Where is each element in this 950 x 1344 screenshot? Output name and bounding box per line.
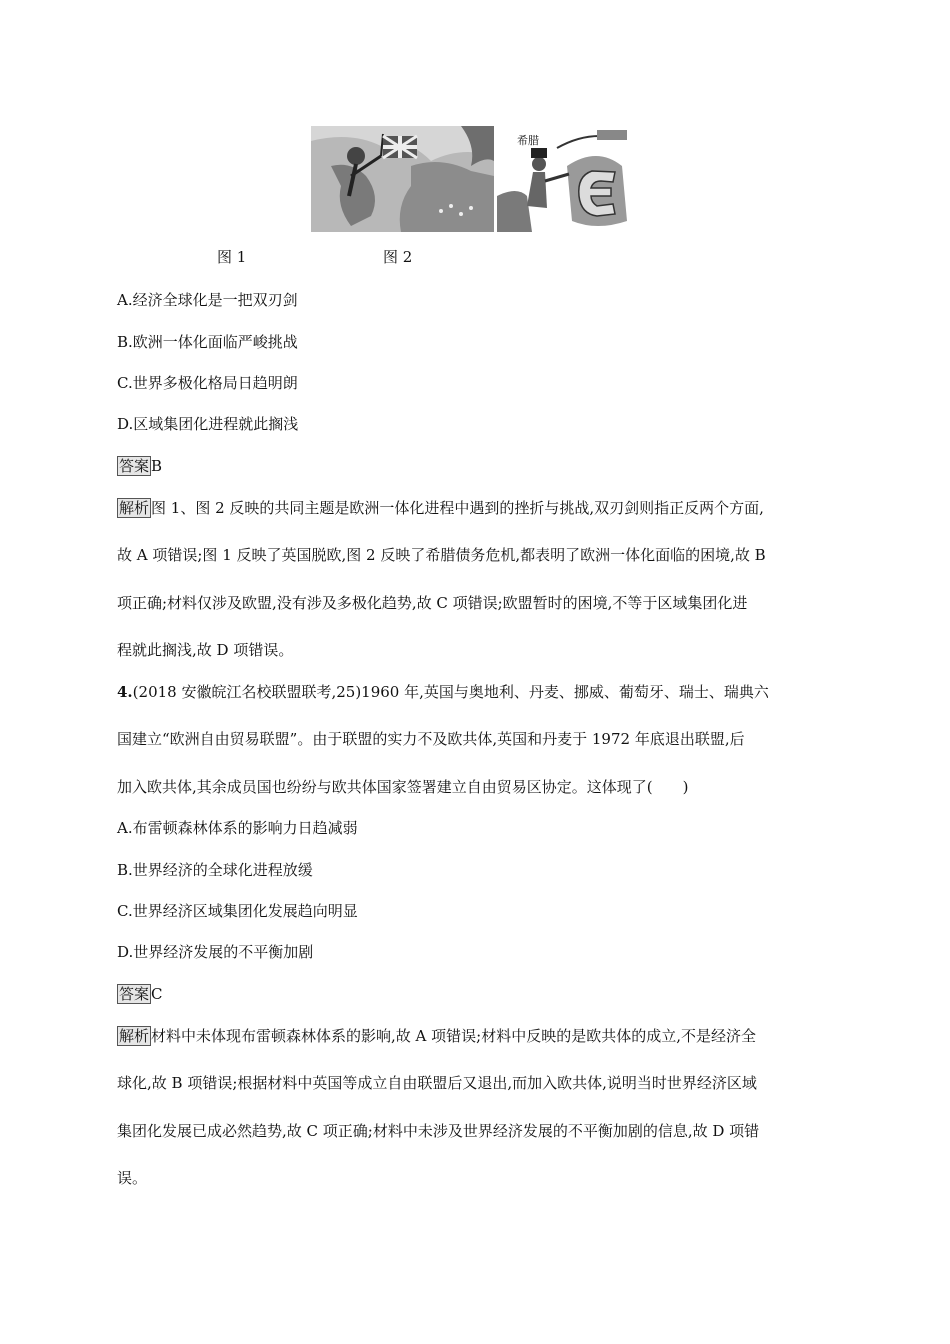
cartoon-figures — [311, 126, 641, 232]
q4-option-c: C.世界经济区域集团化发展趋向明显 — [117, 902, 358, 920]
figure-1-brexit-cartoon — [311, 126, 494, 232]
analysis-tag: 解析 — [119, 499, 150, 517]
q3-option-d: D.区域集团化进程就此搁浅 — [117, 415, 299, 433]
q4-option-a: A.布雷顿森林体系的影响力日趋减弱 — [117, 819, 358, 837]
q4-stem-line-3: 加入欧共体,其余成员国也纷纷与欧共体国家签署建立自由贸易区协定。这体现了( ) — [117, 778, 689, 796]
q3-analysis-line-2: 故 A 项错误;图 1 反映了英国脱欧,图 2 反映了希腊债务危机,都表明了欧洲一体化面临的困境,故 B — [117, 546, 766, 564]
analysis-tag: 解析 — [119, 1027, 150, 1045]
figure-2-caption: 图 2 — [383, 248, 413, 266]
q4-number: 4. — [117, 683, 133, 701]
q3-answer-value: B — [151, 457, 163, 475]
answer-tag: 答案 — [119, 457, 150, 475]
figure-2-greece-euro-cartoon — [497, 126, 641, 232]
q3-analysis-line-1 — [117, 497, 764, 518]
q4-stem-line-1 — [117, 681, 769, 702]
q4-option-b: B.世界经济的全球化进程放缓 — [117, 861, 313, 879]
q3-option-c: C.世界多极化格局日趋明朗 — [117, 374, 298, 392]
q3-option-b: B.欧洲一体化面临严峻挑战 — [117, 333, 298, 351]
figure-2-label: 希腊 — [517, 134, 539, 147]
q3-answer — [117, 455, 162, 476]
q4-analysis-line-3: 集团化发展已成必然趋势,故 C 项正确;材料中未涉及世界经济发展的不平衡加剧的信息,故 D 项错 — [117, 1122, 760, 1140]
q4-analysis-text: 材料中未体现布雷顿森林体系的影响,故 A 项错误;材料中反映的是欧共体的成立,不是经济全 — [151, 1027, 756, 1045]
figure-1-caption: 图 1 — [217, 248, 247, 266]
q4-option-d: D.世界经济发展的不平衡加剧 — [117, 943, 314, 961]
q3-option-a: A.经济全球化是一把双刃剑 — [117, 291, 298, 309]
q4-answer-value: C — [151, 985, 163, 1003]
q4-analysis-line-2: 球化,故 B 项错误;根据材料中英国等成立自由联盟后又退出,而加入欧共体,说明当时世界经济区域 — [117, 1074, 757, 1092]
q3-analysis-text: 图 1、图 2 反映的共同主题是欧洲一体化进程中遇到的挫折与挑战,双刃剑则指正反两个方面, — [151, 499, 764, 517]
q3-analysis-line-3: 项正确;材料仅涉及欧盟,没有涉及多极化趋势,故 C 项错误;欧盟暂时的困境,不等于区域集团化进 — [117, 594, 748, 612]
q4-analysis-line-1 — [117, 1025, 756, 1046]
q3-analysis-line-4: 程就此搁浅,故 D 项错误。 — [117, 641, 294, 659]
q4-answer — [117, 983, 163, 1004]
q4-stem-line-2: 国建立“欧洲自由贸易联盟”。由于联盟的实力不及欧共体,英国和丹麦于 1972 年底退出联盟,后 — [117, 730, 745, 748]
answer-tag: 答案 — [119, 985, 150, 1003]
q4-analysis-line-4: 误。 — [117, 1169, 148, 1187]
q4-stem-text: (2018 安徽皖江名校联盟联考,25)1960 年,英国与奥地利、丹麦、挪威、葡萄牙、瑞士、瑞典六 — [132, 683, 769, 701]
